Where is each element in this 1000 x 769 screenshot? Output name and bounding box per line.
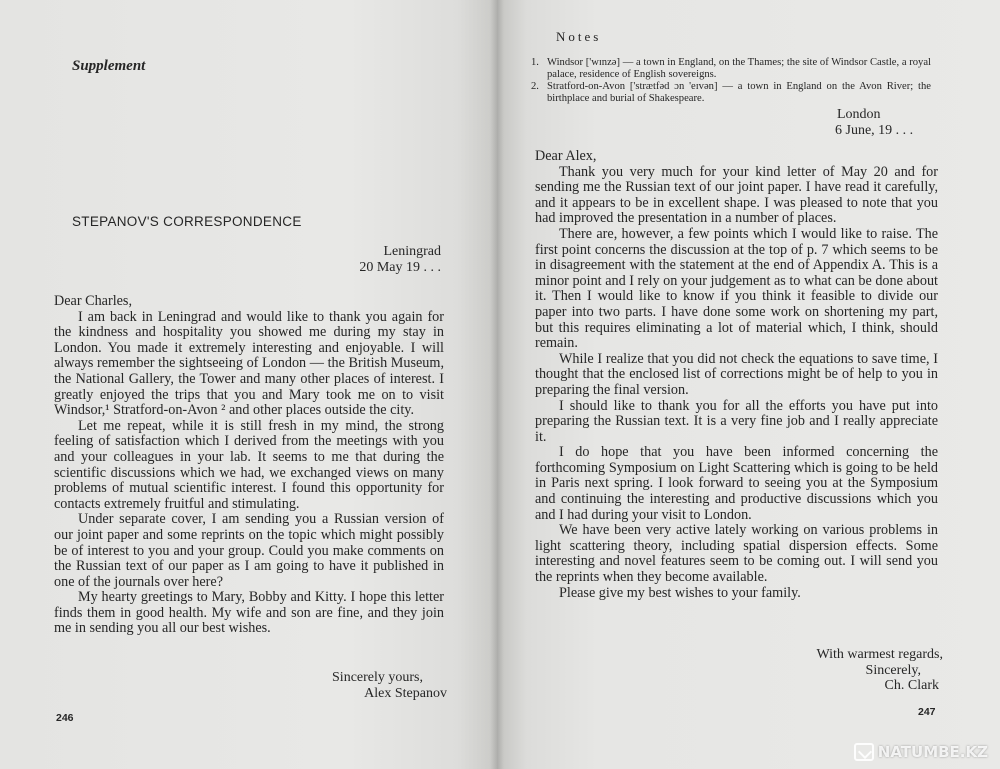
left-page	[0, 0, 497, 769]
book-spine-shadow	[490, 0, 504, 769]
letter-place: London	[837, 107, 881, 122]
letter-paragraph: Let me repeat, while it is still fresh in my mind, the strong feeling of satisfaction which I derived from the meetings with you and your colleagues in your lab. It seems to me that during the scientific discussions which we had, we exchanged views on many problems of mutual scientific interest. I found this opportunity for contacts extremely fruitful and stimulating.	[54, 417, 444, 512]
letter-dateline	[300, 244, 441, 276]
letter-body	[535, 149, 938, 601]
correspondence-title: STEPANOV'S CORRESPONDENCE	[72, 214, 302, 229]
letter-signoff	[200, 670, 447, 701]
letter-dateline	[837, 107, 913, 139]
letter-signature: Ch. Clark	[884, 678, 939, 694]
letter-date: 20 May 19 . . .	[359, 260, 441, 275]
letter-place: Leningrad	[383, 244, 441, 259]
letter-body	[54, 294, 444, 637]
page-number: 246	[56, 712, 74, 724]
letter-closing: Sincerely,	[865, 662, 921, 678]
letter-paragraph: Thank you very much for your kind letter of May 20 and for sending me the Russian text of our joint paper. I have read it carefully, and it appears to be in excellent shape. I was pleased to note that you had improved the presentation in a number of places.	[535, 163, 938, 227]
footnote-text: Windsor ['wɪnzə] — a town in England, on the Thames; the site of Windsor Castle, a royal palace, residence of English sovereigns.	[547, 57, 931, 80]
letter-paragraph: We have been very active lately working on various problems in light scattering theory, including spatial dispersion effects. Some interesting and novel features seem to be coming out. I will send you the reprints when they become available.	[535, 522, 938, 586]
letter-paragraph: Please give my best wishes to your family.	[559, 584, 801, 601]
footnote	[531, 57, 931, 81]
letter-paragraph: My hearty greetings to Mary, Bobby and Kitty. I hope this letter finds them in good health. My wife and son are fine, and they join me in sending you all our best wishes.	[54, 589, 444, 637]
letter-closing: With warmest regards,	[816, 647, 943, 662]
watermark-text: NATUMBE.KZ	[877, 743, 988, 761]
letter-paragraph: While I realize that you did not check the equations to save time, I thought that the enclosed list of corrections might be of help to you in preparing the final version.	[535, 350, 938, 398]
footnotes	[531, 57, 931, 105]
footnote-number: 2.	[531, 81, 539, 92]
letter-signature: Alex Stepanov	[364, 685, 447, 701]
footnote-text: Stratford-on-Avon ['strætfəd ɔn 'eɪvən] — a town in England on the Avon River; the birthplace and burial of Shakespeare.	[547, 81, 931, 104]
watermark-logo-icon	[854, 743, 874, 761]
letter-closing: Sincerely yours,	[332, 670, 423, 685]
letter-signoff	[697, 647, 943, 694]
letter-date: 6 June, 19 . . .	[835, 123, 914, 138]
footnote	[531, 81, 931, 105]
letter-paragraph: There are, however, a few points which I would like to raise. The first point concerns the discussion at the top of p. 7 which seems to be in disagreement with the statement at the end of Appendix A. This is a minor point and I rely on your judgement as to what can be done about it. Then I would like to know if you think it feasible to divide our paper into two parts. I have done some work on shortening my part, but this requires eliminating a lot of material which, I think, should remain.	[535, 225, 938, 352]
letter-salutation: Dear Alex,	[535, 148, 597, 164]
right-page	[497, 0, 1000, 769]
watermark	[854, 743, 988, 761]
running-header: Supplement	[72, 58, 146, 74]
notes-heading: Notes	[556, 29, 602, 44]
letter-paragraph: I do hope that you have been informed concerning the forthcoming Symposium on Light Scattering which is going to be held in Paris next spring. I look forward to seeing you at the Symposium and continuing the interesting and productive discussions which you and I had during your visit to London.	[535, 444, 938, 523]
footnote-number: 1.	[531, 57, 539, 68]
letter-paragraph: Under separate cover, I am sending you a Russian version of our joint paper and some reprints on the topic which might possibly be of interest to you and your group. Could you make comments on the Russian text of our paper as I am going to have it published in one of the journals over here?	[54, 511, 444, 590]
letter-salutation: Dear Charles,	[54, 293, 132, 309]
letter-paragraph: I should like to thank you for all the efforts you have put into preparing the Russian text. It is a very fine job and I really appreciate it.	[535, 397, 938, 445]
page-number: 247	[918, 706, 936, 718]
letter-paragraph: I am back in Leningrad and would like to thank you again for the kindness and hospitality you showed me during my stay in London. You made it extremely interesting and enjoyable. I will always remember the sightseeing of London — the British Museum, the National Gallery, the Tower and many other places of interest. I greatly enjoyed the trips that you and Mary took me on to visit Windsor,¹ Stratford-on-Avon ² and other places outside the city.	[54, 308, 444, 419]
